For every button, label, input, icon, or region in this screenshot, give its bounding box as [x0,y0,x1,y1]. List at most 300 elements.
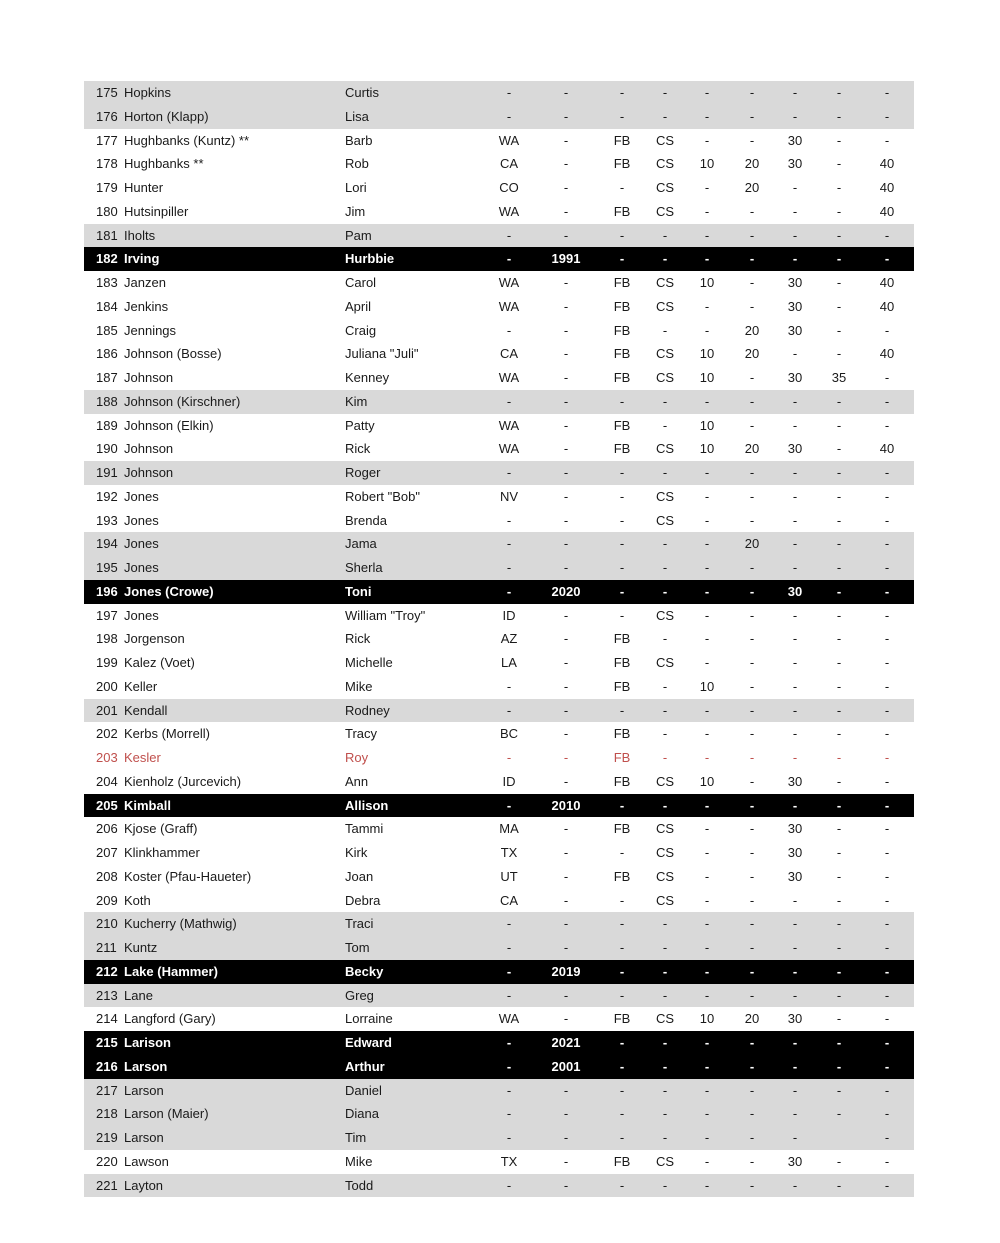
milestone-40-cell: - [884,251,890,267]
milestone-20-cell: - [749,702,755,718]
cs-flag-cell: - [662,702,668,718]
member-number-cell: 201 [96,702,118,718]
milestone-30-cell: - [792,346,798,362]
milestone-40-cell: - [884,85,890,100]
fb-flag-cell: FB [613,655,631,670]
milestone-10-cell: - [704,916,710,932]
cs-flag-cell: - [662,797,668,813]
member-number-cell: 198 [96,631,118,647]
milestone-30-cell: 30 [787,821,803,837]
member-number-cell: 206 [96,821,118,837]
table-row [84,770,914,794]
table-row [84,604,914,628]
last-name-cell: Irving [124,251,160,267]
member-number-cell: 210 [96,916,118,932]
year-cell: - [563,607,569,623]
year-cell: - [563,370,569,385]
year-cell: - [563,227,569,243]
last-name-cell: Larson [124,1058,168,1074]
roster-table [84,81,914,1197]
table-row [84,1031,914,1055]
milestone-35-cell: - [836,987,842,1003]
milestone-30-cell: - [792,1082,798,1098]
milestone-30-cell: - [792,940,798,955]
table-row [84,105,914,129]
member-number-cell: 199 [96,655,118,670]
milestone-35-cell: - [836,465,842,480]
state-cell: - [506,963,512,979]
milestone-35-cell: - [836,488,842,504]
last-name-cell: Jenkins [124,298,169,314]
cs-flag-cell: CS [655,868,675,884]
year-cell: - [563,1177,569,1193]
first-name-cell: Jama [345,536,377,552]
milestone-30-cell: 30 [787,322,803,338]
member-number-cell: 220 [96,1153,118,1169]
milestone-40-cell: - [884,892,890,908]
fb-flag-cell: FB [613,346,631,362]
milestone-35-cell: - [836,797,842,813]
cs-flag-cell: - [662,465,668,480]
milestone-35-cell: - [836,916,842,932]
first-name-cell: Kirk [345,845,368,860]
milestone-20-cell: - [749,417,755,433]
first-name-cell: Roy [345,750,369,765]
last-name-cell: Iholts [124,227,156,243]
member-number-cell: 215 [96,1035,118,1050]
state-cell: - [506,1177,512,1193]
milestone-40-cell: - [884,1011,890,1027]
cs-flag-cell: CS [655,298,675,314]
fb-flag-cell: - [619,1177,625,1193]
milestone-10-cell: - [704,1106,710,1122]
member-number-cell: 188 [96,393,118,409]
fb-flag-cell: FB [613,1153,631,1169]
last-name-cell: Lawson [124,1153,169,1169]
milestone-35-cell: - [836,108,842,124]
milestone-20-cell: 20 [744,322,760,338]
milestone-40-cell: - [884,1177,890,1193]
milestone-35-cell: - [836,773,842,789]
table-row [84,699,914,723]
year-cell: 2010 [551,797,581,813]
milestone-35-cell: - [836,1058,842,1074]
state-cell: CA [499,346,519,362]
year-cell: - [563,892,569,908]
milestone-40-cell: - [884,1082,890,1098]
first-name-cell: Barb [345,132,373,148]
member-number-cell: 212 [96,963,118,979]
milestone-40-cell: - [884,227,890,243]
first-name-cell: Kim [345,393,368,409]
milestone-20-cell: - [749,393,755,409]
milestone-35-cell: - [836,393,842,409]
milestone-10-cell: 10 [699,678,715,694]
fb-flag-cell: - [619,963,625,979]
milestone-35-cell: - [836,1177,842,1193]
last-name-cell: Kerbs (Morrell) [124,726,210,742]
milestone-20-cell: - [749,987,755,1003]
table-row [84,1126,914,1150]
table-row [84,437,914,461]
state-cell: CA [499,156,519,172]
milestone-10-cell: - [704,488,710,504]
milestone-20-cell: - [749,1153,755,1169]
year-cell: - [563,465,569,480]
last-name-cell: Lake (Hammer) [124,963,218,979]
table-row [84,485,914,509]
milestone-30-cell: - [792,180,798,195]
state-cell: - [506,583,512,599]
table-row [84,651,914,675]
milestone-30-cell: - [792,251,798,267]
state-cell: - [506,85,512,100]
milestone-10-cell: 10 [699,1011,715,1027]
member-number-cell: 196 [96,583,118,599]
milestone-30-cell: - [792,726,798,742]
milestone-10-cell: - [704,1153,710,1169]
table-row [84,271,914,295]
last-name-cell: Kendall [124,702,168,718]
cs-flag-cell: CS [655,180,675,195]
first-name-cell: Sherla [345,560,383,575]
last-name-cell: Johnson [124,370,174,385]
state-cell: WA [498,275,520,290]
table-row [84,319,914,343]
first-name-cell: Daniel [345,1082,382,1098]
milestone-40-cell: - [884,750,890,765]
state-cell: BC [499,726,519,742]
first-name-cell: Tracy [345,726,378,742]
milestone-20-cell: - [749,678,755,694]
year-cell: - [563,1082,569,1098]
milestone-20-cell: 20 [744,536,760,552]
year-cell: - [563,560,569,575]
milestone-40-cell: - [884,678,890,694]
member-number-cell: 209 [96,892,118,908]
last-name-cell: Larson [124,1082,164,1098]
table-row [84,129,914,153]
cs-flag-cell: - [662,1106,668,1122]
milestone-35-cell: - [836,1035,842,1050]
year-cell: - [563,203,569,219]
fb-flag-cell: FB [613,1011,631,1027]
last-name-cell: Hopkins [124,85,171,100]
last-name-cell: Jones [124,512,159,528]
year-cell: - [563,512,569,528]
cs-flag-cell: CS [655,607,675,623]
member-number-cell: 219 [96,1130,118,1145]
last-name-cell: Johnson (Elkin) [124,417,214,433]
fb-flag-cell: - [619,892,625,908]
member-number-cell: 192 [96,488,118,504]
year-cell: - [563,655,569,670]
first-name-cell: Craig [345,322,377,338]
milestone-35-cell: - [836,750,842,765]
first-name-cell: Traci [345,916,374,932]
year-cell: - [563,868,569,884]
milestone-35-cell: - [836,85,842,100]
milestone-30-cell: 30 [787,1011,803,1027]
state-cell: - [506,797,512,813]
milestone-20-cell: 20 [744,156,760,172]
milestone-20-cell: - [749,108,755,124]
first-name-cell: Edward [345,1035,392,1050]
table-row [84,532,914,556]
last-name-cell: Hutsinpiller [124,203,189,219]
last-name-cell: Koth [124,892,151,908]
cs-flag-cell: - [662,583,668,599]
fb-flag-cell: - [619,607,625,623]
milestone-35-cell: - [836,892,842,908]
state-cell: - [506,108,512,124]
state-cell: - [506,536,512,552]
year-cell: - [563,1130,569,1145]
member-number-cell: 184 [96,298,118,314]
state-cell: - [506,916,512,932]
milestone-30-cell: - [792,607,798,623]
milestone-20-cell: - [749,85,755,100]
milestone-10-cell: - [704,203,710,219]
fb-flag-cell: - [619,536,625,552]
last-name-cell: Kesler [124,750,161,765]
member-number-cell: 176 [96,108,118,124]
milestone-30-cell: 30 [787,845,803,860]
milestone-30-cell: 30 [787,275,803,290]
milestone-30-cell: - [792,393,798,409]
first-name-cell: Todd [345,1177,374,1193]
state-cell: WA [498,203,520,219]
milestone-40-cell: - [884,821,890,837]
table-row [84,960,914,984]
fb-flag-cell: - [619,702,625,718]
milestone-20-cell: - [749,773,755,789]
fb-flag-cell: - [619,465,625,480]
milestone-30-cell: 30 [787,441,803,457]
milestone-40-cell: - [884,1153,890,1169]
fb-flag-cell: - [619,488,625,504]
cs-flag-cell: CS [655,441,675,457]
year-cell: - [563,821,569,837]
cs-flag-cell: CS [655,203,675,219]
first-name-cell: Robert "Bob" [345,488,420,504]
fb-flag-cell: - [619,227,625,243]
year-cell: - [563,750,569,765]
year-cell: - [563,1106,569,1122]
milestone-20-cell: - [749,868,755,884]
milestone-20-cell: - [749,940,755,955]
state-cell: WA [498,441,520,457]
cs-flag-cell: - [662,631,668,647]
first-name-cell: Diana [345,1106,379,1122]
fb-flag-cell: - [619,108,625,124]
fb-flag-cell: - [619,1035,625,1050]
milestone-40-cell: - [884,797,890,813]
cs-flag-cell: - [662,251,668,267]
table-row [84,841,914,865]
last-name-cell: Johnson [124,441,174,457]
cs-flag-cell: - [662,322,668,338]
first-name-cell: Rodney [345,702,390,718]
milestone-35-cell: - [836,512,842,528]
milestone-10-cell: - [704,987,710,1003]
milestone-20-cell: - [749,1035,755,1050]
milestone-40-cell: - [884,108,890,124]
milestone-20-cell: - [749,251,755,267]
cs-flag-cell: CS [655,1011,675,1027]
state-cell: WA [498,370,520,385]
state-cell: TX [500,845,518,860]
first-name-cell: Tim [345,1130,367,1145]
cs-flag-cell: - [662,940,668,955]
year-cell: - [563,180,569,195]
fb-flag-cell: - [619,940,625,955]
milestone-10-cell: - [704,1035,710,1050]
milestone-20-cell: - [749,1177,755,1193]
first-name-cell: Rob [345,156,369,172]
milestone-10-cell: - [704,85,710,100]
first-name-cell: Ann [345,773,369,789]
milestone-35-cell: - [836,156,842,172]
member-number-cell: 180 [96,203,118,219]
last-name-cell: Hughbanks ** [124,156,204,172]
state-cell: LA [501,655,517,670]
milestone-35-cell: - [836,940,842,955]
cs-flag-cell: CS [655,512,675,528]
milestone-40-cell: - [884,868,890,884]
milestone-40-cell: - [884,916,890,932]
fb-flag-cell: FB [613,203,631,219]
milestone-10-cell: - [704,227,710,243]
cs-flag-cell: - [662,108,668,124]
member-number-cell: 175 [96,85,118,100]
milestone-40-cell: - [884,465,890,480]
milestone-10-cell: - [704,702,710,718]
cs-flag-cell: CS [655,488,675,504]
milestone-30-cell: - [792,203,798,219]
milestone-20-cell: - [749,203,755,219]
state-cell: WA [498,132,520,148]
last-name-cell: Jones [124,488,159,504]
milestone-40-cell: - [884,1130,890,1145]
year-cell: - [563,488,569,504]
milestone-30-cell: - [792,85,798,100]
state-cell: - [506,512,512,528]
milestone-30-cell: - [792,963,798,979]
table-row [84,984,914,1008]
milestone-30-cell: 30 [787,298,803,314]
milestone-40-cell: - [884,655,890,670]
member-number-cell: 216 [96,1058,118,1074]
cs-flag-cell: CS [655,132,675,148]
milestone-20-cell: - [749,1082,755,1098]
milestone-10-cell: - [704,1177,710,1193]
milestone-30-cell: - [792,465,798,480]
table-row [84,366,914,390]
fb-flag-cell: FB [613,750,631,765]
year-cell: - [563,346,569,362]
last-name-cell: Layton [124,1177,164,1193]
member-number-cell: 182 [96,251,118,267]
fb-flag-cell: FB [613,868,631,884]
table-row [84,1174,914,1198]
milestone-20-cell: - [749,892,755,908]
milestone-40-cell: - [884,370,890,385]
first-name-cell: Lorraine [345,1011,393,1027]
member-number-cell: 200 [96,678,118,694]
last-name-cell: Jones [124,560,159,575]
cs-flag-cell: CS [655,275,675,290]
first-name-cell: April [345,298,372,314]
cs-flag-cell: - [662,85,668,100]
first-name-cell: Debra [345,892,381,908]
last-name-cell: Johnson [124,465,174,480]
milestone-35-cell: - [836,868,842,884]
milestone-20-cell: - [749,845,755,860]
last-name-cell: Johnson (Bosse) [124,346,222,362]
last-name-cell: Johnson (Kirschner) [124,393,241,409]
cs-flag-cell: CS [655,370,675,385]
milestone-35-cell: - [836,631,842,647]
first-name-cell: William "Troy" [345,607,426,623]
first-name-cell: Tom [345,940,370,955]
milestone-10-cell: - [704,1058,710,1074]
cs-flag-cell: - [662,417,668,433]
first-name-cell: Tammi [345,821,384,837]
year-cell: - [563,678,569,694]
member-number-cell: 177 [96,132,118,148]
milestone-20-cell: - [749,1130,755,1145]
first-name-cell: Brenda [345,512,387,528]
milestone-35-cell: - [836,132,842,148]
last-name-cell: Larson (Maier) [124,1106,209,1122]
milestone-40-cell: - [884,607,890,623]
year-cell: - [563,393,569,409]
state-cell: - [506,940,512,955]
milestone-30-cell: - [792,1106,798,1122]
milestone-35-cell: - [836,275,842,290]
first-name-cell: Allison [345,797,389,813]
fb-flag-cell: FB [613,370,631,385]
milestone-30-cell: - [792,1035,798,1050]
milestone-20-cell: - [749,1106,755,1122]
milestone-10-cell: 10 [699,773,715,789]
cs-flag-cell: CS [655,773,675,789]
milestone-40-cell: - [884,963,890,979]
milestone-35-cell: - [836,1011,842,1027]
milestone-40-cell: - [884,1106,890,1122]
year-cell: - [563,916,569,932]
milestone-40-cell: - [884,560,890,575]
milestone-10-cell: - [704,583,710,599]
table-row [84,865,914,889]
milestone-20-cell: - [749,1058,755,1074]
milestone-30-cell: - [792,1058,798,1074]
fb-flag-cell: FB [613,322,631,338]
milestone-10-cell: - [704,1082,710,1098]
state-cell: ID [502,607,516,623]
last-name-cell: Janzen [124,275,166,290]
milestone-40-cell: - [884,488,890,504]
milestone-35-cell: - [836,702,842,718]
fb-flag-cell: FB [613,298,631,314]
last-name-cell: Lane [124,987,153,1003]
cs-flag-cell: CS [655,655,675,670]
year-cell: - [563,940,569,955]
last-name-cell: Jennings [124,322,177,338]
milestone-20-cell: 20 [744,180,760,195]
year-cell: - [563,1011,569,1027]
